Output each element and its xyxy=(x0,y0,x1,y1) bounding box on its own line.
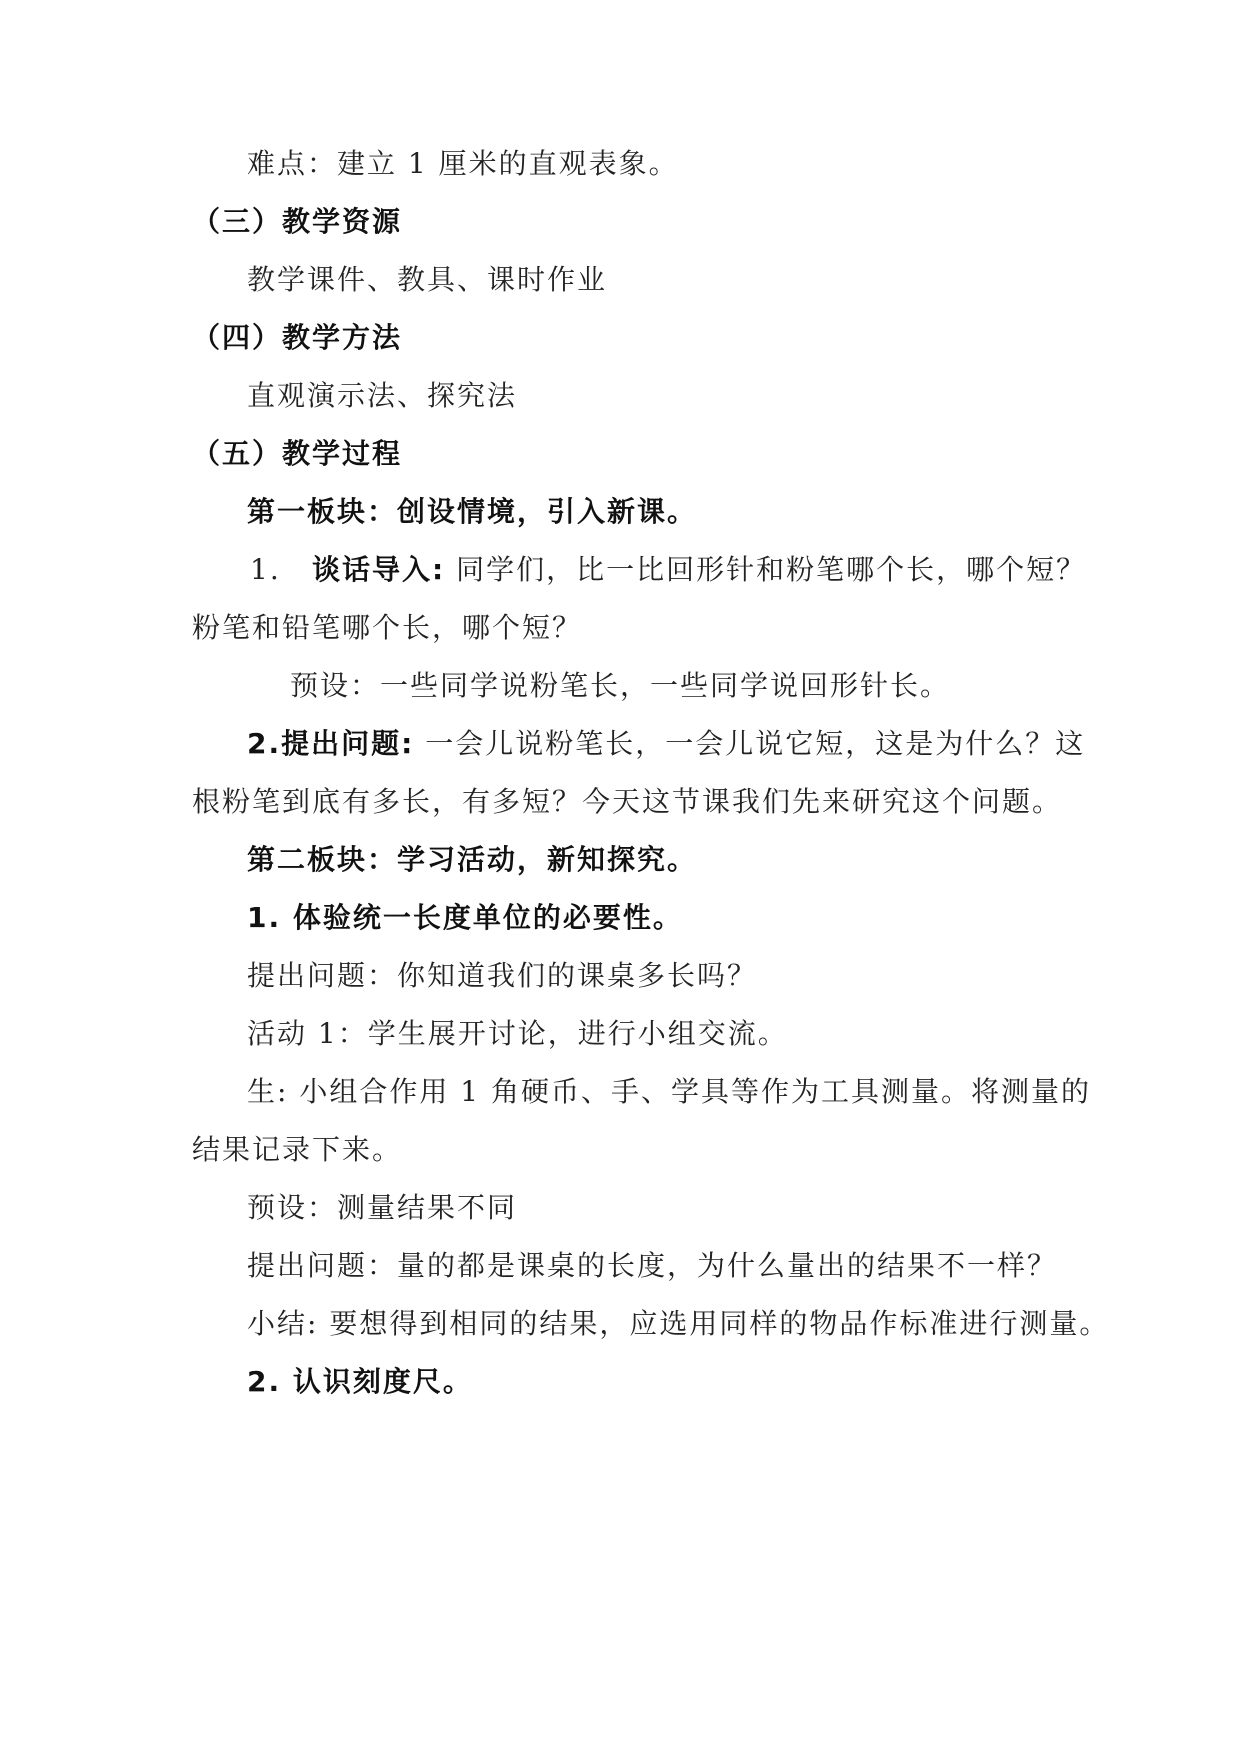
section4-heading: （四）教学方法 xyxy=(192,321,403,354)
item1-label: 谈话导入: xyxy=(312,553,446,586)
section5-heading: （五）教学过程 xyxy=(192,437,403,470)
difficulty-text: 难点：建立 1 厘米的直观表象。 xyxy=(247,147,679,180)
block2-preset: 预设：测量结果不同 xyxy=(247,1191,518,1224)
section3-content: 教学课件、教具、课时作业 xyxy=(247,263,608,296)
section3-heading: （三）教学资源 xyxy=(192,205,403,238)
block2-student-line1: 生: 小组合作用 1 角硬币、手、学具等作为工具测量。将测量的 xyxy=(247,1075,1091,1108)
block1-item1-line2: 粉笔和铅笔哪个长，哪个短？ xyxy=(192,611,583,644)
item1-text-line1: 同学们，比一比回形针和粉笔哪个长，哪个短？ xyxy=(445,553,1087,586)
item1-number: 1. xyxy=(250,553,281,586)
block2-activity1: 活动 1：学生展开讨论，进行小组交流。 xyxy=(247,1017,788,1050)
block2-student-line2: 结果记录下来。 xyxy=(192,1133,403,1166)
block2-question2: 提出问题：量的都是课桌的长度，为什么量出的结果不一样？ xyxy=(247,1249,1058,1282)
item2-text-line1: 一会儿说粉笔长，一会儿说它短，这是为什么？这 xyxy=(414,727,1086,760)
block1-title: 第一板块：创设情境，引入新课。 xyxy=(247,495,698,528)
block1-item1-line1 xyxy=(250,550,1086,590)
section4-content: 直观演示法、探究法 xyxy=(247,379,518,412)
block1-item1-preset: 预设：一些同学说粉笔长，一些同学说回形针长。 xyxy=(290,669,951,702)
item2-label: 2.提出问题: xyxy=(247,727,415,760)
block2-summary: 小结: 要想得到相同的结果，应选用同样的物品作标准进行测量。 xyxy=(247,1307,1110,1340)
block2-question1: 提出问题：你知道我们的课桌多长吗？ xyxy=(247,959,758,992)
block2-step1-title: 1. 体验统一长度单位的必要性。 xyxy=(247,901,683,934)
block2-step2-title: 2. 认识刻度尺。 xyxy=(247,1365,473,1398)
block2-title: 第二板块：学习活动，新知探究。 xyxy=(247,843,698,876)
block1-item2-line2: 根粉笔到底有多长，有多短？今天这节课我们先来研究这个问题。 xyxy=(192,785,1063,818)
block1-item2-line1 xyxy=(247,724,1085,764)
